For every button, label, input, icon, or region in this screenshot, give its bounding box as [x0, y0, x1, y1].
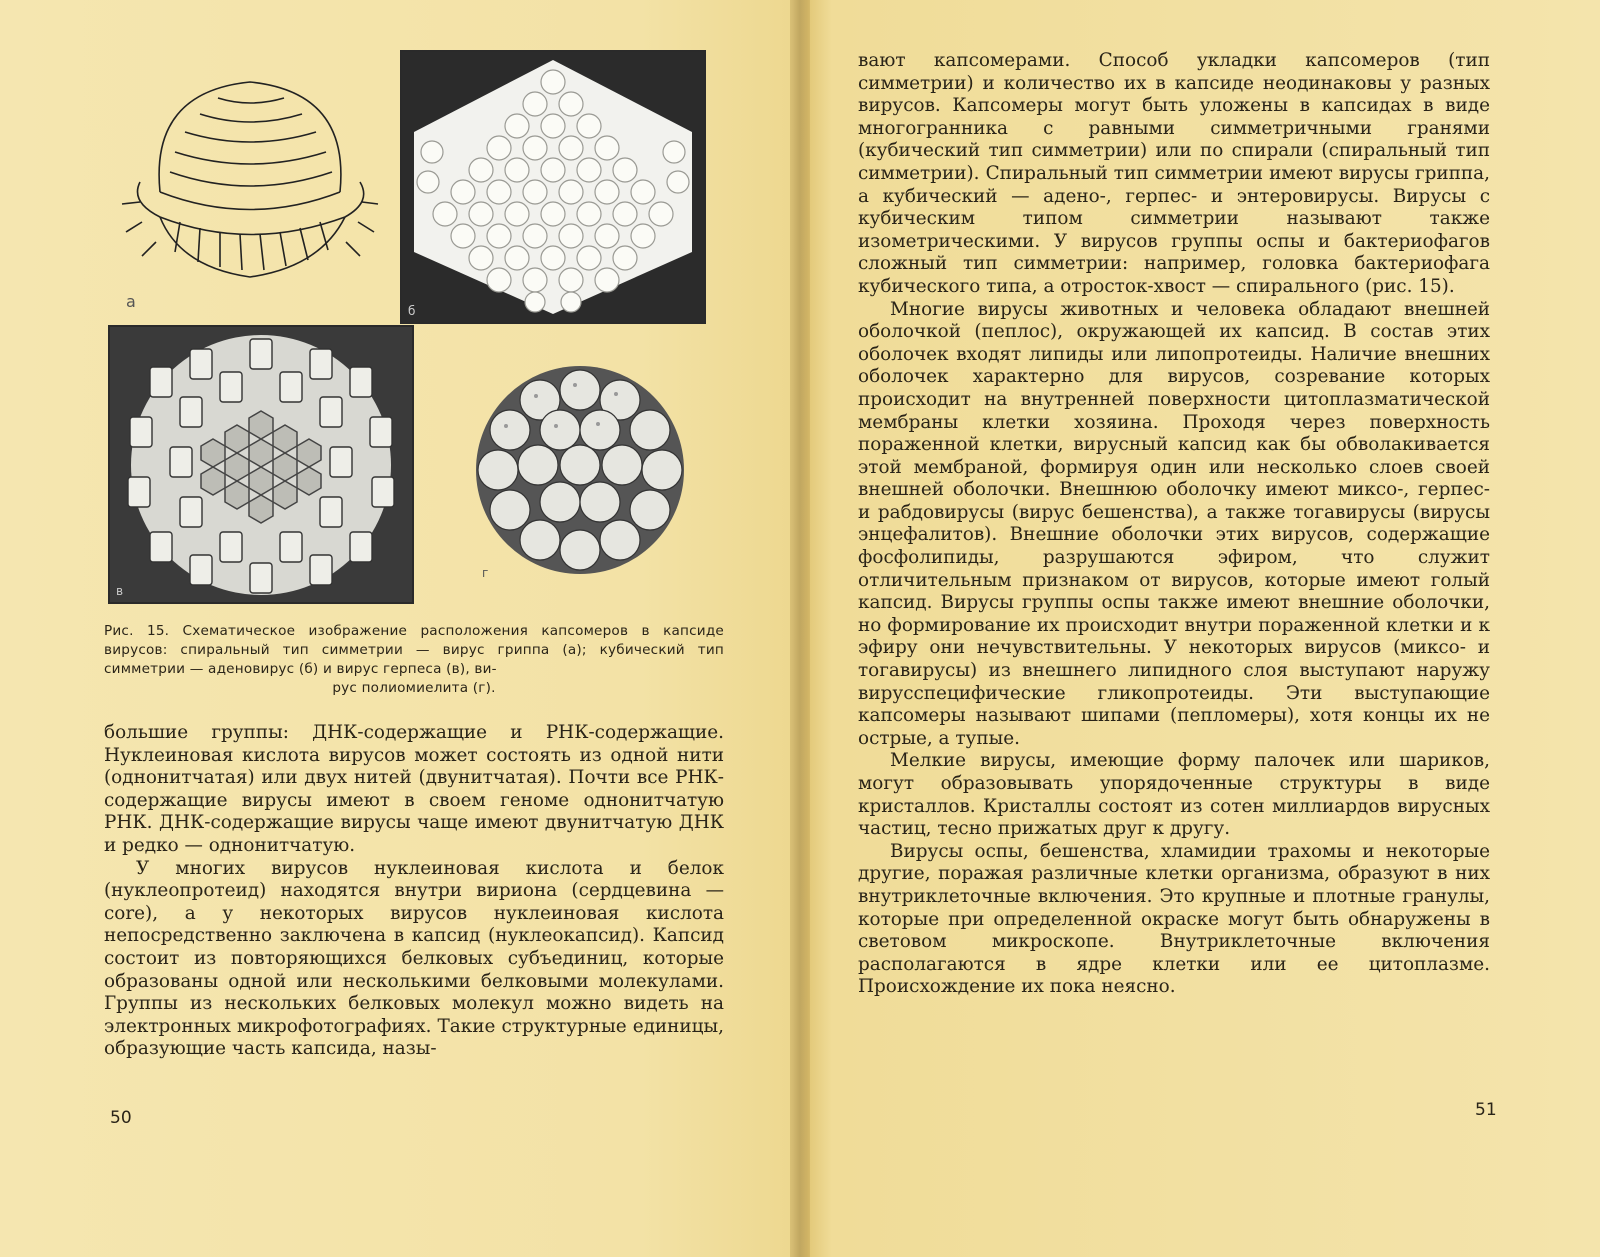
caption-line: кубический тип симметрии — аденовирус (б) и вирус герпеса (в), ви-	[104, 642, 724, 677]
caption-line: капсиде вирусов: спиральный тип симметрии — вирус гриппа (а);	[104, 623, 724, 658]
paragraph: У многих вирусов нуклеиновая кислота и белок (нуклеопротеид) находятся внутри вириона (сердцевина — core), а у некоторых вирусов нуклеиновая кислота непосредственно заключена в капсид (нуклеокапсид). Капсид состоит из повторяющихся белковых субъединиц, которые образованы одной или несколькими белковыми молекулами. Группы из нескольких белковых молекул можно видеть на электронных микрофотографиях. Такие структурные единицы, образующие часть капсида, назы-	[104, 857, 724, 1060]
page-number: 51	[1475, 1100, 1497, 1120]
figure-label-g: г	[482, 566, 489, 580]
caption-line: Рис. 15. Схематическое изображение расположения капсомеров в	[104, 623, 650, 639]
paragraph: Многие вирусы животных и человека обладают внешней оболочкой (пеплос), окружающей их капсид. В состав этих оболочек входят липиды или липопротеиды. Наличие внешних оболочек характерно для вирусов, созревание которых происходит на внутренней поверхности цитоплазматической мембраны клетки хозяина. Проходя через поверхность пораженной клетки, вирусный капсид как бы обволакивается этой мембраной, формируя один или несколько слоев своей внешней оболочки. Внешнюю оболочку имеют миксо-, герпес- и рабдовирусы (вирус бешенства), а также тогавирусы (вирусы энцефалитов). Внешние оболочки этих вирусов, содержащие фосфолипиды, разрушаются эфиром, что служит отличительным признаком от вирусов, которые имеют голый капсид. Вирусы группы оспы также имеют внешние оболочки, но формирование их происходит внутри пораженной клетки и к эфиру они нечувствительны. У некоторых вирусов (миксо- и тогавирусы) из внешнего липидного слоя выступают наружу вирусспецифические гликопротеиды. Эти выступающие капсомеры называют шипами (пепломеры), хотя концы их не острые, а тупые.	[858, 298, 1490, 749]
paragraph: Мелкие вирусы, имеющие форму палочек или шариков, могут образовывать упорядоченные структуры в виде кристаллов. Кристаллы состоят из сотен миллиардов вирусных частиц, тесно прижатых друг к другу.	[858, 750, 1490, 840]
figure-label-a: а	[126, 292, 136, 311]
figure-label-b: б	[408, 304, 416, 318]
right-page-body	[858, 50, 1490, 999]
figure-label-v: в	[116, 584, 124, 598]
paragraph: Вирусы оспы, бешенства, хламидии трахомы и некоторые другие, поражая различные клетки организма, образуют в них внутриклеточные включения. Это крупные и плотные гранулы, которые при определенной окраске могут быть обнаружены в световом микроскопе. Внутриклеточные включения располагаются в ядре клетки или ее цитоплазме. Происхождение их пока неясно.	[858, 840, 1490, 998]
page-number: 50	[110, 1108, 132, 1128]
paragraph: большие группы: ДНК-содержащие и РНК-содержащие. Нуклеиновая кислота вирусов может состоять из одной нити (однонитчатая) или двух нитей (двунитчатая). Почти все РНК-содержащие вирусы имеют в своем геноме однонитчатую РНК. ДНК-содержащие вирусы чаще имеют двунитчатую ДНК и редко — однонитчатую.	[104, 722, 724, 856]
paragraph: вают капсомерами. Способ укладки капсомеров (тип симметрии) и количество их в капсиде неодинаковы у разных вирусов. Капсомеры могут быть уложены в капсидах в виде многогранника с равными симметричными гранями (кубический тип симметрии) или по спирали (спиральный тип симметрии). Спиральный тип симметрии имеют вирусы гриппа, а кубический — адено-, герпес- и энтеровирусы. Вирусы с кубическим типом симметрии называют также изометрическими. У вирусов группы оспы и бактериофагов сложный тип симметрии: например, головка бактериофага кубического типа, а отросток-хвост — спирального (рис. 15).	[858, 50, 1490, 297]
caption-line: рус полиомиелита (г).	[332, 680, 496, 696]
